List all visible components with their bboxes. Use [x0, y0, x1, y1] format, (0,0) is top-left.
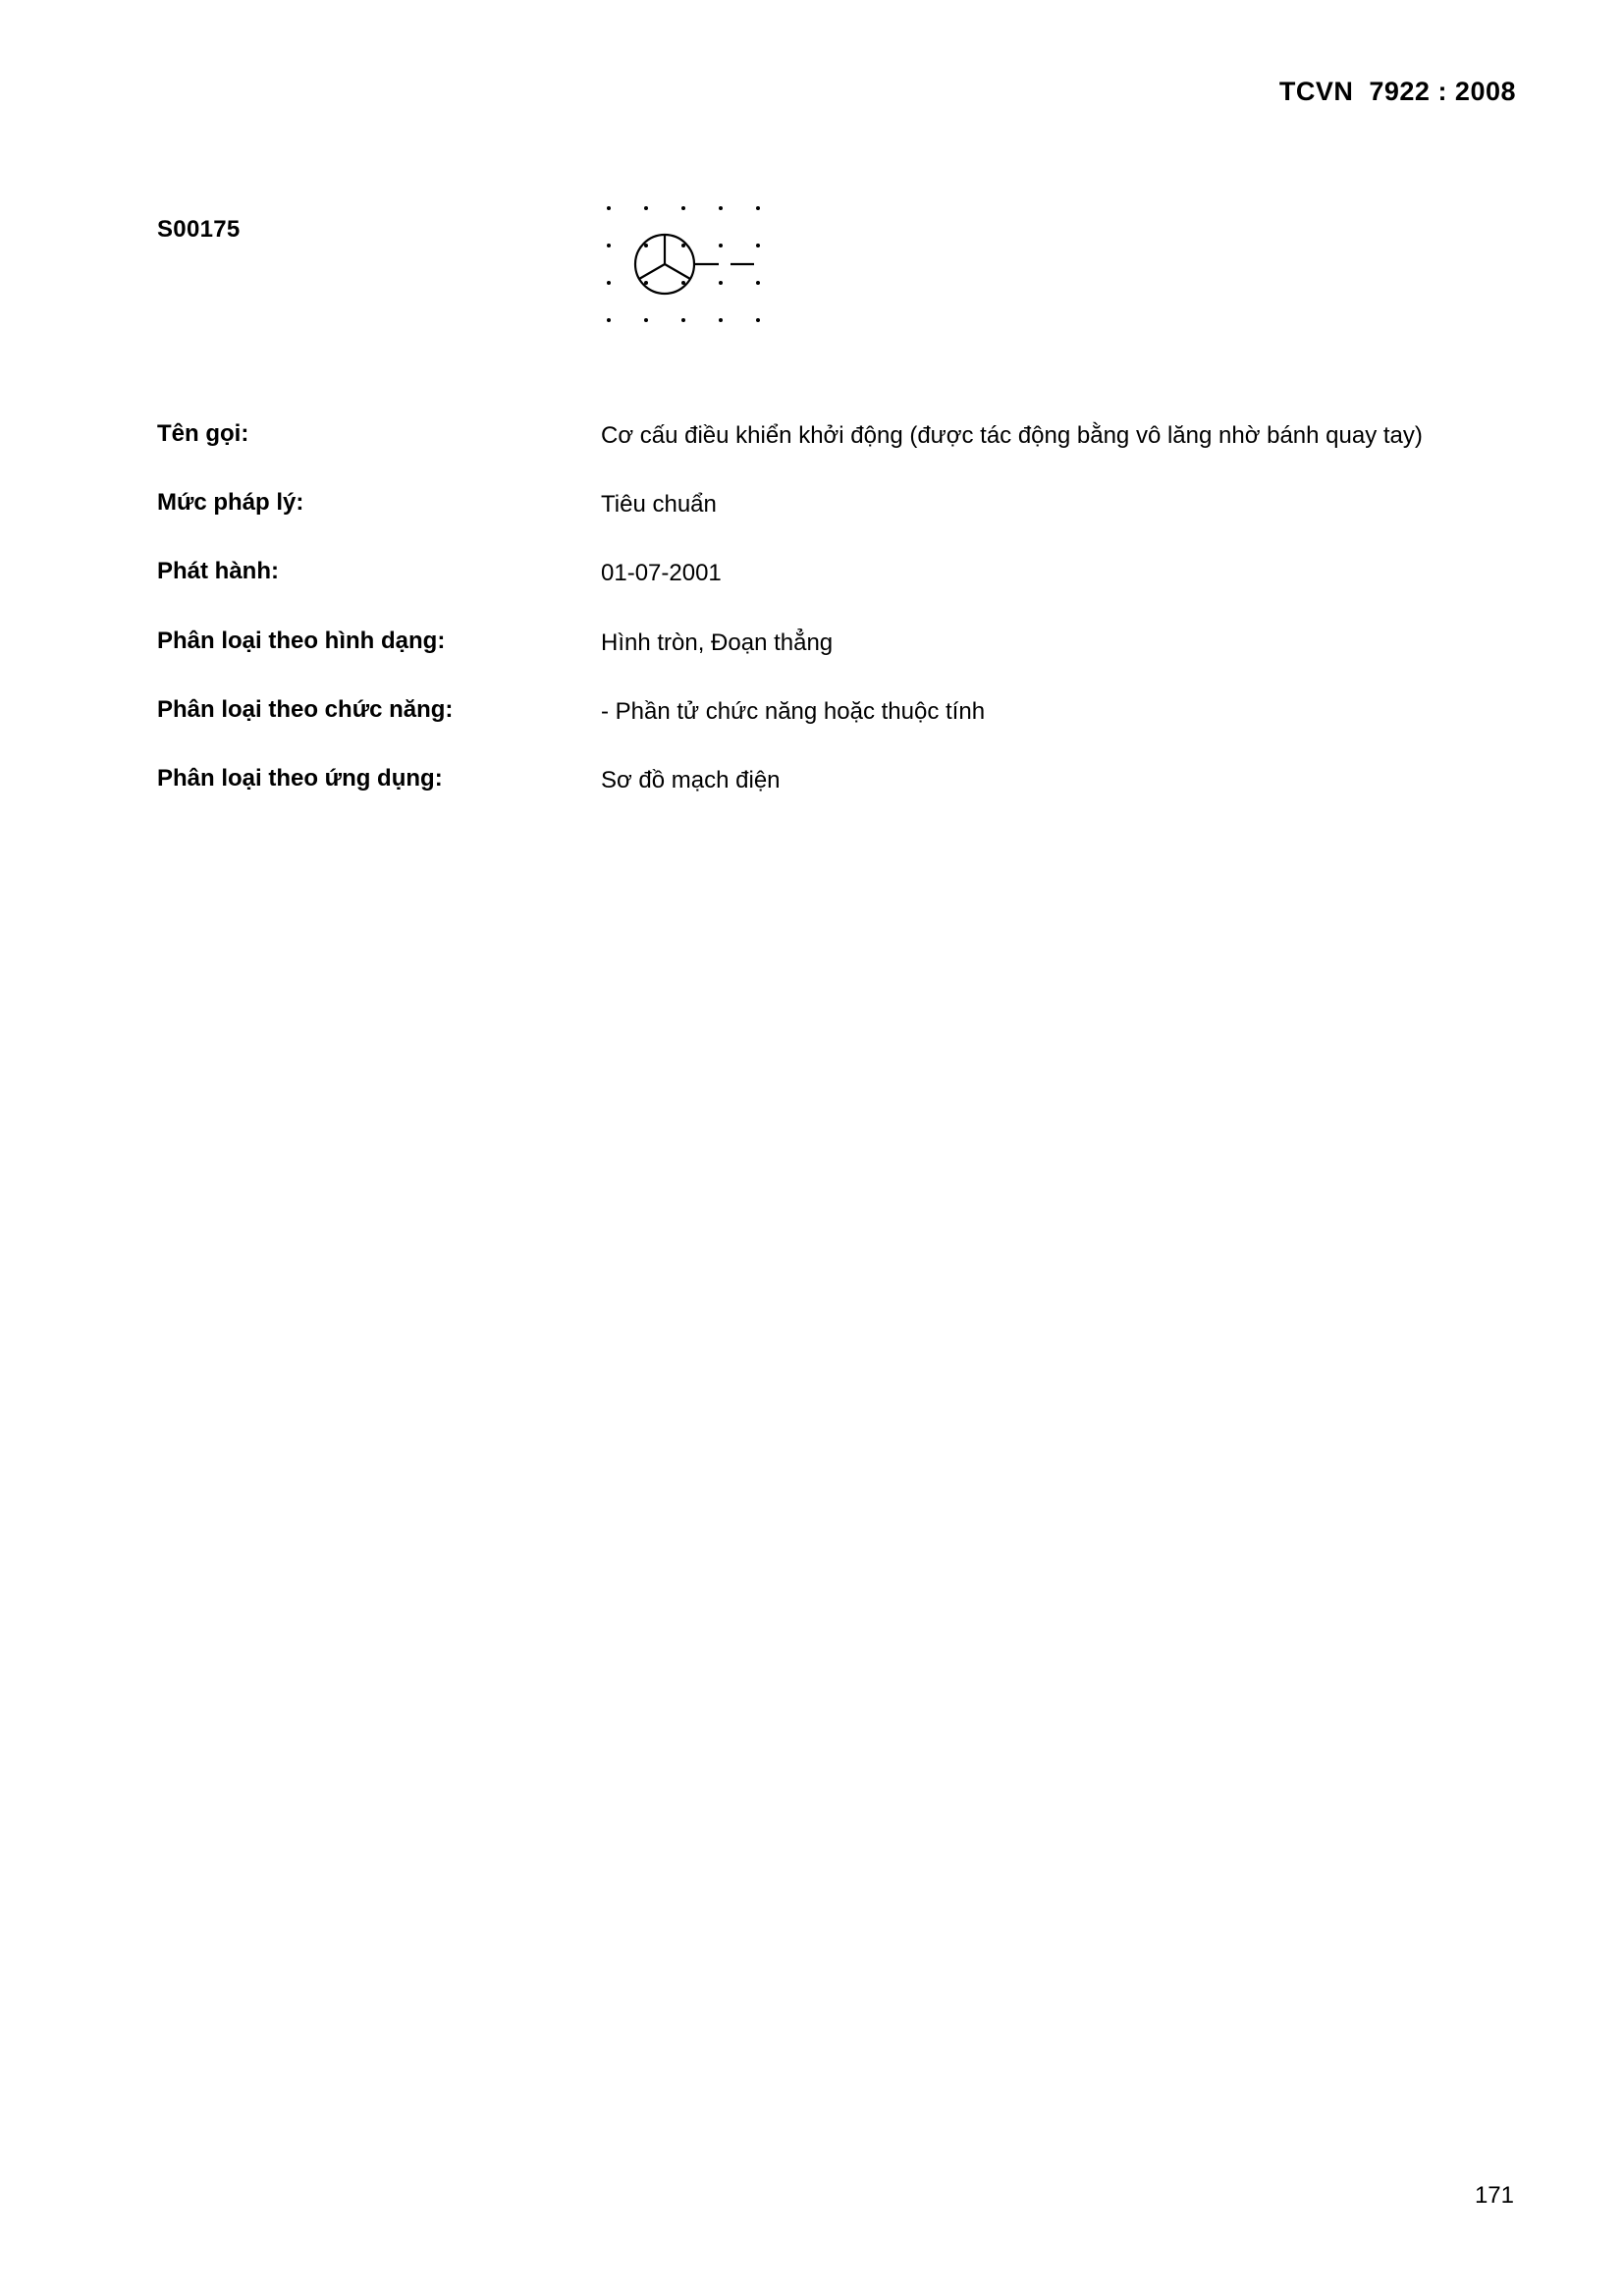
symbol-graphic: [599, 196, 825, 334]
attribute-row-legal-level: [157, 486, 1532, 522]
attribute-label: Phân loại theo ứng dụng:: [157, 764, 443, 792]
attribute-row-issue-date: [157, 555, 1532, 591]
symbol-code: S00175: [157, 216, 241, 243]
attribute-row-application-class: [157, 762, 1532, 798]
attribute-label: Tên gọi:: [157, 420, 249, 447]
attribute-label: Mức pháp lý:: [157, 489, 304, 517]
attribute-label: Phát hành:: [157, 558, 279, 585]
attribute-value: Tiêu chuẩn: [601, 491, 717, 519]
attribute-list: [157, 417, 1532, 831]
attribute-row-function-class: [157, 693, 1532, 730]
attribute-row-shape-class: [157, 625, 1532, 661]
attribute-value: - Phần tử chức năng hoặc thuộc tính: [601, 697, 986, 725]
page-header: TCVN 7922 : 2008: [1278, 77, 1516, 106]
attribute-value: Hình tròn, Đoạn thẳng: [601, 629, 834, 656]
page-number: 171: [1474, 2182, 1514, 2209]
attribute-value: 01-07-2001: [601, 560, 722, 587]
attribute-value: Cơ cấu điều khiển khởi động (được tác động bằng vô lăng nhờ bánh quay tay): [601, 422, 1423, 449]
attribute-label: Phân loại theo hình dạng:: [157, 627, 446, 654]
attribute-label: Phân loại theo chức năng:: [157, 695, 454, 723]
attribute-row-name: [157, 417, 1532, 454]
attribute-value: Sơ đồ mạch điện: [601, 766, 781, 793]
